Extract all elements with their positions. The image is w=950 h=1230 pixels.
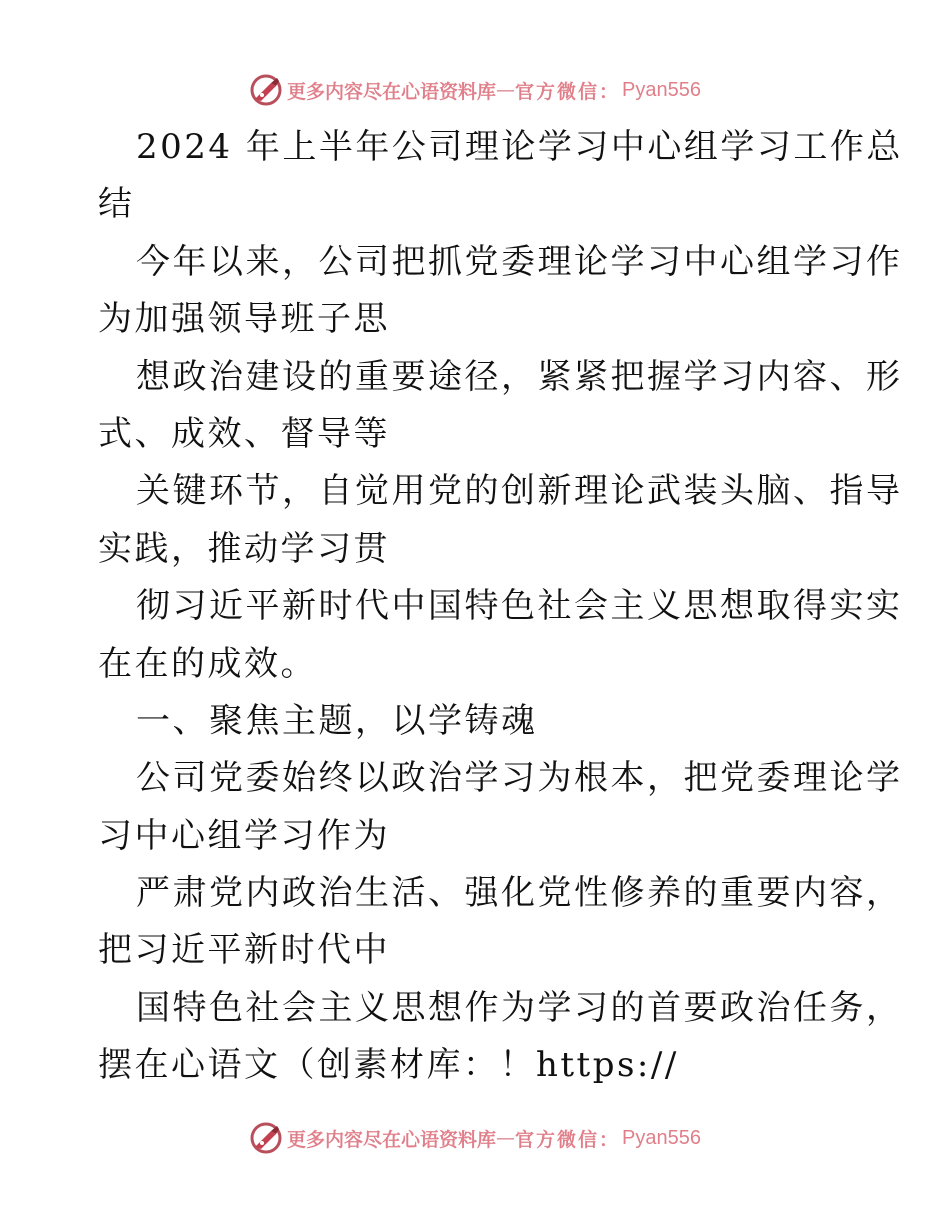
banner-site-name: 更多内容尽在心语资料库	[287, 80, 497, 103]
paragraph-line: 国特色社会主义思想作为学习的首要政治任务，	[136, 987, 903, 1028]
banner-wechat-label: 官方微信：	[515, 80, 621, 103]
paragraph-line: 摆在心语文（创素材库：！https://	[98, 1045, 679, 1086]
banner-separator: —	[496, 79, 516, 101]
paragraph-line: 把习近平新时代中	[98, 930, 390, 971]
paragraph-line: 想政治建设的重要途径，紧紧把握学习内容、形	[136, 356, 903, 397]
paragraph-line: 习中心组学习作为	[98, 815, 390, 856]
banner-site-name: 更多内容尽在心语资料库	[287, 1128, 497, 1151]
banner-wechat-id: Pyan556	[622, 1126, 701, 1149]
document-title-line-1: 2024 年上半年公司理论学习中心组学习工作总	[136, 127, 903, 167]
paragraph-line: 彻习近平新时代中国特色社会主义思想取得实实	[136, 586, 903, 627]
footer-banner	[0, 1118, 950, 1158]
banner-separator: —	[496, 1127, 516, 1149]
banner-wechat-label: 官方微信：	[515, 1128, 621, 1151]
document-title-line-2: 结	[98, 184, 135, 225]
banner-wechat-id: Pyan556	[622, 78, 701, 101]
header-banner	[0, 70, 950, 110]
section-heading: 一、聚焦主题，以学铸魂	[136, 700, 538, 741]
paragraph-line: 关键环节，自觉用党的创新理论武装头脑、指导	[136, 471, 903, 512]
paragraph-line: 为加强领导班子思	[98, 299, 390, 340]
document-body	[98, 119, 903, 1095]
paragraph-line: 式、成效、督导等	[98, 413, 390, 454]
paragraph-line: 公司党委始终以政治学习为根本，把党委理论学	[136, 758, 903, 799]
pen-nib-logo-icon	[249, 1121, 283, 1155]
paragraph-line: 今年以来，公司把抓党委理论学习中心组学习作	[136, 241, 903, 282]
paragraph-line: 在在的成效。	[98, 643, 317, 684]
pen-nib-logo-icon	[249, 73, 283, 107]
paragraph-line: 实践，推动学习贯	[98, 528, 390, 569]
paragraph-line: 严肃党内政治生活、强化党性修养的重要内容，	[136, 873, 903, 914]
